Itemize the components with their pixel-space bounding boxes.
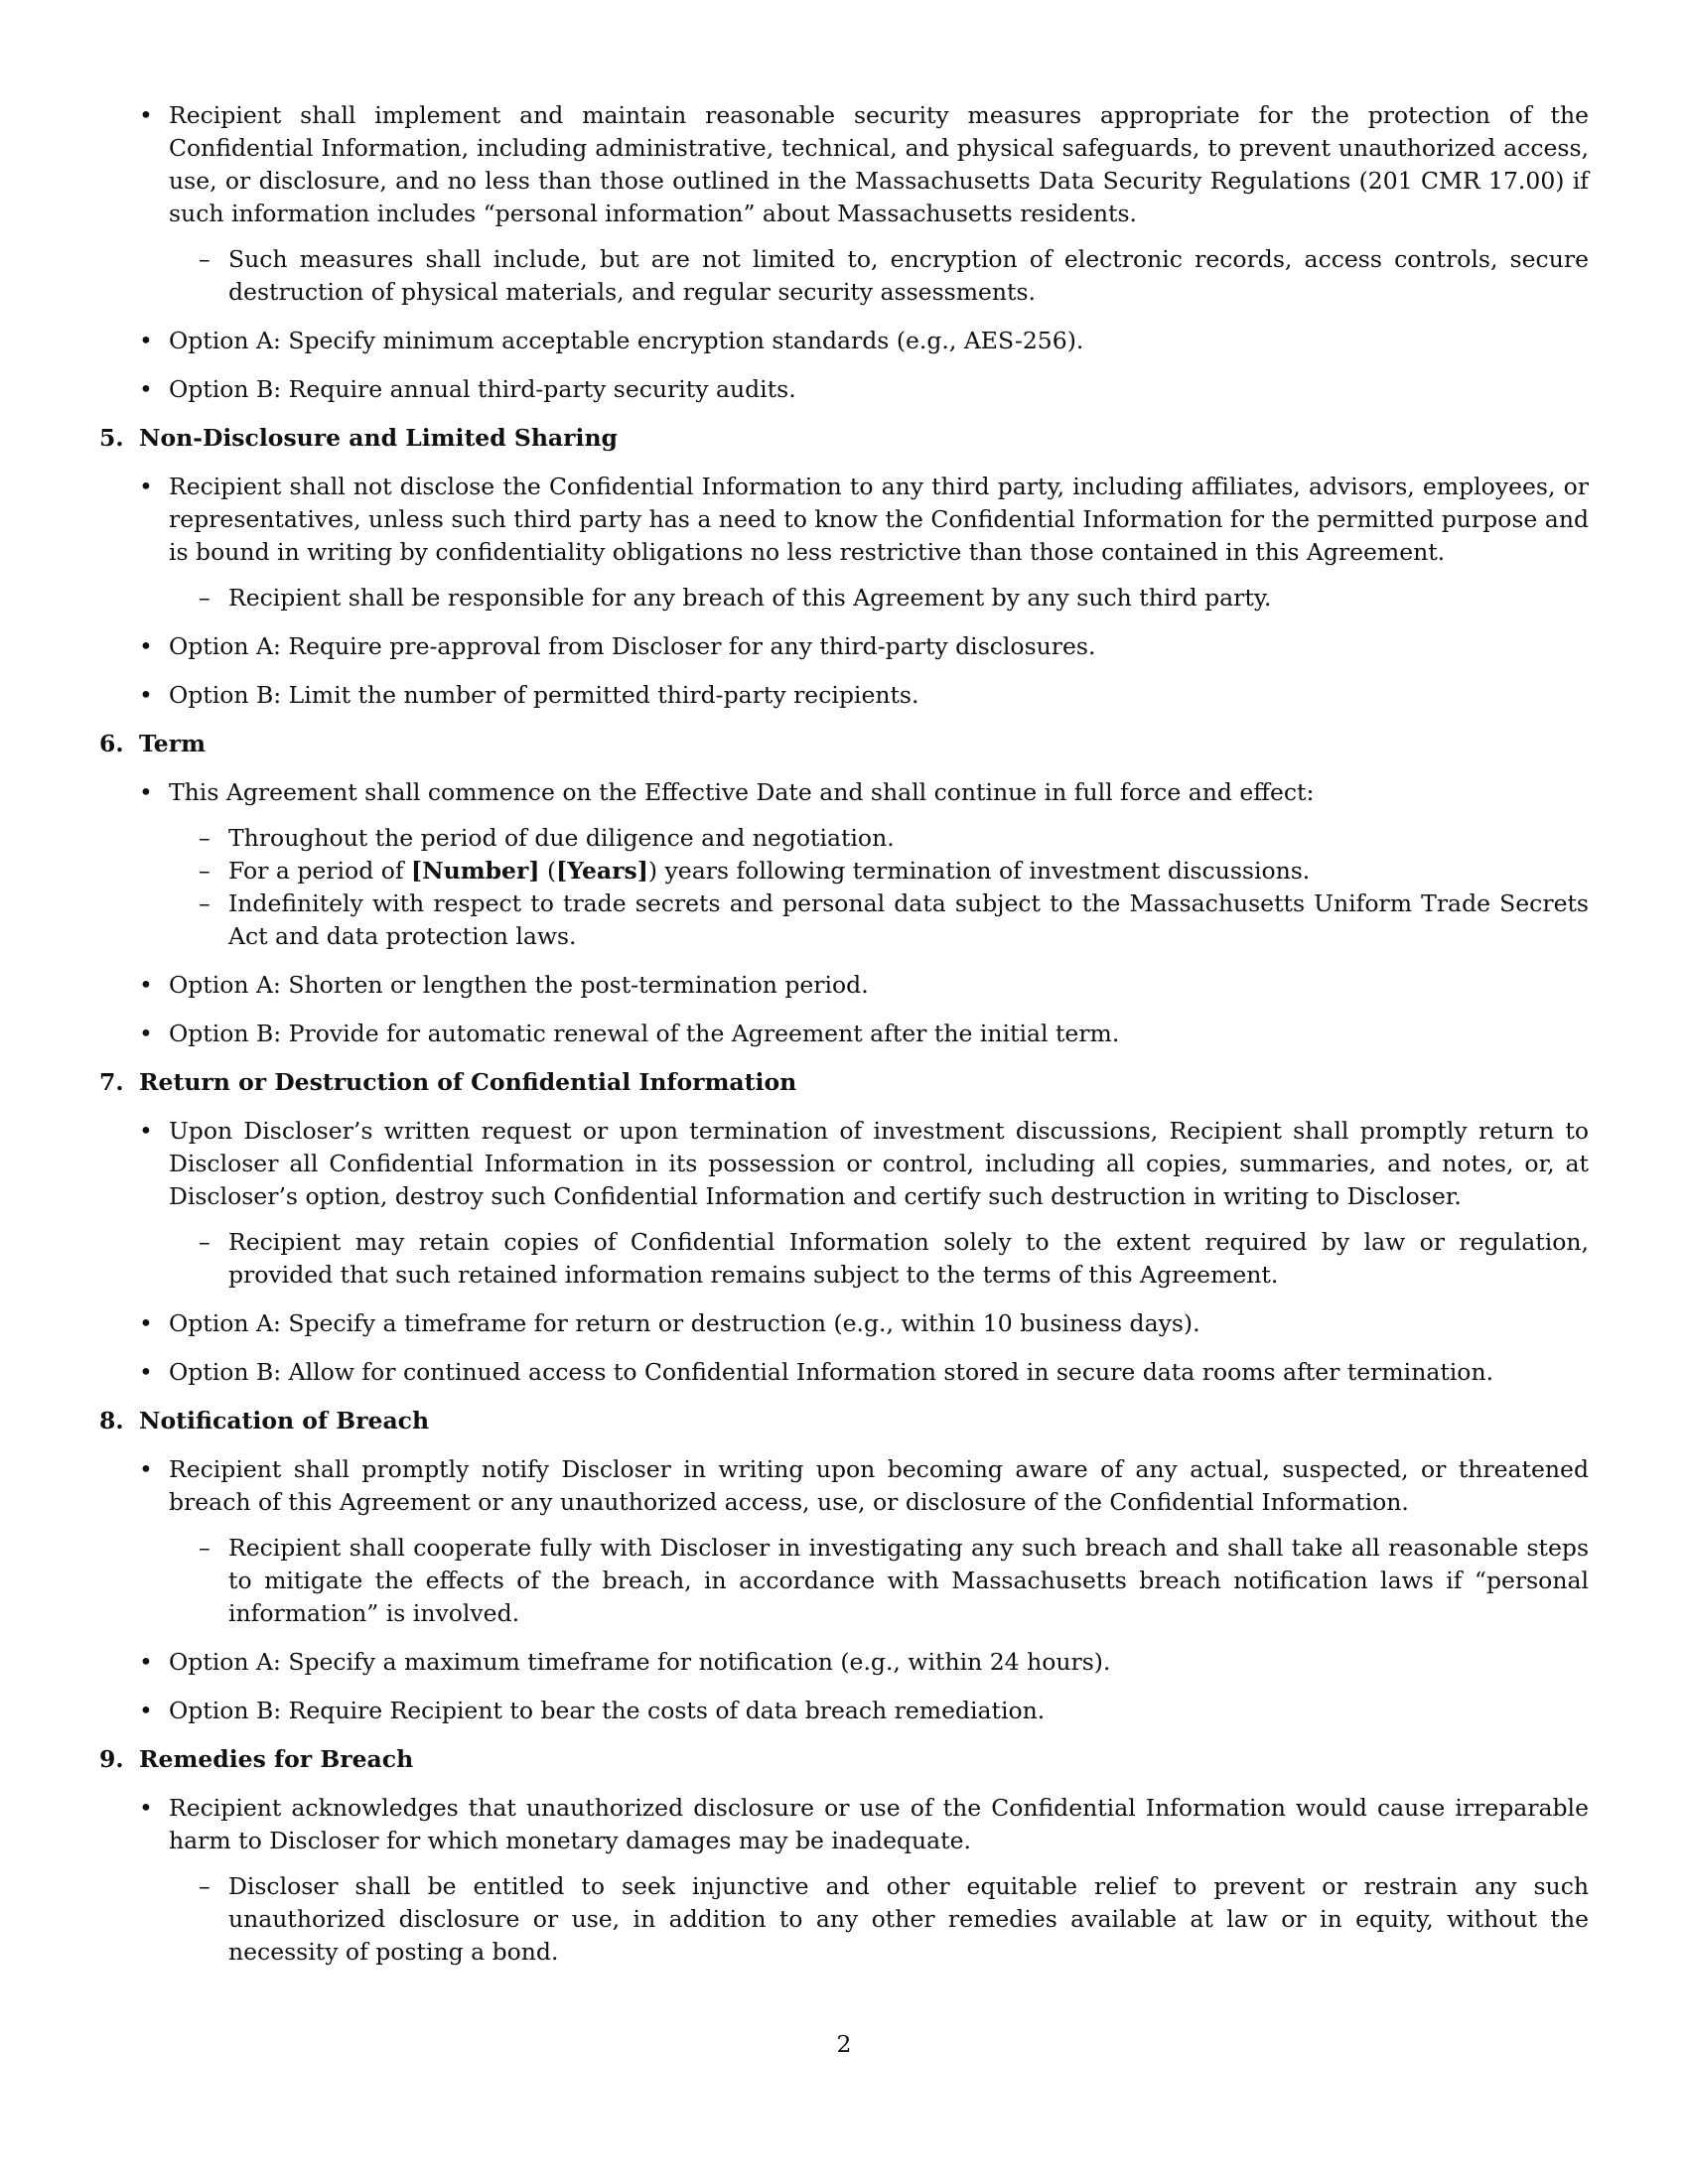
section-title: Remedies for Breach (139, 1745, 414, 1773)
non-disclosure-bullet: • Recipient shall not disclose the Confidential Information to any third party, including affiliates, advisors, employees, or representatives, unless such third party has a need to know the Confidential Information for the permitted purpose and is bound in writing by confidentiality obligations no less restrictive than those contained in this Agreement. (99, 471, 1589, 569)
option-b-bullet: • Option B: Require Recipient to bear the costs of data breach remediation. (99, 1695, 1589, 1727)
option-a-bullet: • Option A: Shorten or lengthen the post-termination period. (99, 969, 1589, 1002)
text-fragment: For a period of (228, 857, 412, 885)
term-sublist (99, 822, 1589, 953)
option-b-bullet: • Option B: Allow for continued access to Confidential Information stored in secure data rooms after termination. (99, 1356, 1589, 1389)
text-fragment: ) years following termination of investment discussions. (647, 857, 1311, 885)
remedies-sublist (99, 1870, 1589, 1969)
security-measures-sublist (99, 243, 1589, 309)
term-bullet: • This Agreement shall commence on the Effective Date and shall continue in full force and effect: (99, 776, 1589, 809)
return-destruction-bullet: • Upon Discloser’s written request or upon termination of investment discussions, Recipient shall promptly return to Discloser all Confidential Information in its possession or control, including all copies, summaries, and notes, or, at Discloser’s option, destroy such Confidential Information and certify such destruction in writing to Discloser. (99, 1115, 1589, 1213)
section-number: 9. (99, 1745, 124, 1773)
section-number: 5. (99, 424, 124, 452)
section-9-heading (99, 1743, 1589, 1776)
term-subitem-period (99, 855, 1589, 887)
option-a-bullet: • Option A: Specify a timeframe for return or destruction (e.g., within 10 business days). (99, 1307, 1589, 1340)
remedies-subitem: – Discloser shall be entitled to seek injunctive and other equitable relief to prevent or restrain any such unauthorized disclosure or use, in addition to any other remedies available at law or in equity, without the necessity of posting a bond. (99, 1870, 1589, 1969)
section-6-heading (99, 728, 1589, 760)
number-placeholder: [Number] (411, 857, 540, 885)
return-destruction-subitem: – Recipient may retain copies of Confidential Information solely to the extent required by law or regulation, provided that such retained information remains subject to the terms of this Agreement. (99, 1226, 1589, 1292)
option-a-bullet: • Option A: Require pre-approval from Discloser for any third-party disclosures. (99, 630, 1589, 663)
security-measures-bullet: • Recipient shall implement and maintain reasonable security measures appropriate for the protection of the Confidential Information, including administrative, technical, and physical safeguards, to prevent unauthorized access, use, or disclosure, and no less than those outlined in the Massachusetts Data Security Regulations (201 CMR 17.00) if such information includes “personal information” about Massachusetts residents. (99, 99, 1589, 230)
section-number: 6. (99, 730, 124, 757)
option-b-bullet: • Option B: Require annual third-party security audits. (99, 373, 1589, 406)
section-title: Non-Disclosure and Limited Sharing (139, 424, 618, 452)
option-a-bullet: • Option A: Specify a maximum timeframe for notification (e.g., within 24 hours). (99, 1646, 1589, 1679)
return-destruction-sublist (99, 1226, 1589, 1292)
section-5-heading (99, 422, 1589, 455)
breach-notification-subitem: – Recipient shall cooperate fully with Discloser in investigating any such breach and shall take all reasonable steps to mitigate the effects of the breach, in accordance with Massachusetts breach notification laws if “personal information” is involved. (99, 1532, 1589, 1630)
text-fragment: ( (539, 857, 557, 885)
security-measures-subitem: – Such measures shall include, but are not limited to, encryption of electronic records, access controls, secure destruction of physical materials, and regular security assessments. (99, 243, 1589, 309)
section-title: Notification of Breach (139, 1407, 430, 1434)
section-title: Term (139, 730, 206, 757)
years-placeholder: [Years] (556, 857, 648, 885)
section-number: 7. (99, 1068, 124, 1096)
non-disclosure-subitem: – Recipient shall be responsible for any breach of this Agreement by any such third party. (99, 582, 1589, 614)
option-a-bullet: • Option A: Specify minimum acceptable encryption standards (e.g., AES-256). (99, 325, 1589, 357)
remedies-bullet: • Recipient acknowledges that unauthorized disclosure or use of the Confidential Information would cause irreparable harm to Discloser for which monetary damages may be inadequate. (99, 1792, 1589, 1857)
non-disclosure-sublist (99, 582, 1589, 614)
section-number: 8. (99, 1407, 124, 1434)
breach-notification-sublist (99, 1532, 1589, 1630)
term-subitem-diligence: – Throughout the period of due diligence and negotiation. (99, 822, 1589, 855)
option-b-bullet: • Option B: Provide for automatic renewal of the Agreement after the initial term. (99, 1018, 1589, 1050)
breach-notification-bullet: • Recipient shall promptly notify Discloser in writing upon becoming aware of any actual, suspected, or threatened breach of this Agreement or any unauthorized access, use, or disclosure of the Confidential Information. (99, 1453, 1589, 1519)
section-title: Return or Destruction of Confidential Information (139, 1068, 797, 1096)
page-content (99, 99, 1589, 1984)
section-8-heading (99, 1405, 1589, 1437)
option-b-bullet: • Option B: Limit the number of permitted third-party recipients. (99, 679, 1589, 712)
term-subitem-indefinite: – Indefinitely with respect to trade secrets and personal data subject to the Massachusetts Uniform Trade Secrets Act and data protection laws. (99, 887, 1589, 953)
section-7-heading (99, 1066, 1589, 1099)
page-number: 2 (836, 2030, 852, 2058)
